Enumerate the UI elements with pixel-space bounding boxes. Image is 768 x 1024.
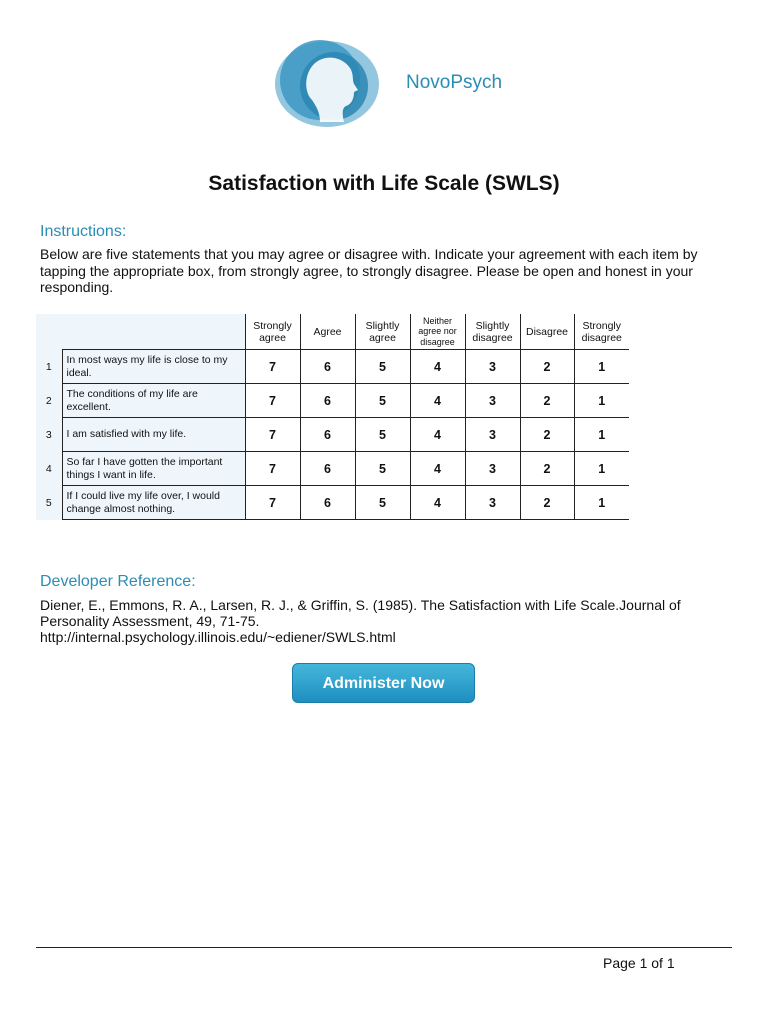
option-neither: Neither agree nor disagree: [410, 314, 465, 350]
item-number: 5: [36, 486, 62, 520]
scale-header-row: [36, 314, 629, 350]
rating-box[interactable]: 3: [465, 486, 520, 520]
rating-box[interactable]: 7: [245, 350, 300, 384]
option-disagree: Disagree: [520, 314, 574, 350]
rating-box[interactable]: 3: [465, 418, 520, 452]
rating-box[interactable]: 7: [245, 452, 300, 486]
rating-box[interactable]: 5: [355, 418, 410, 452]
item-statement: If I could live my life over, I would change almost nothing.: [62, 486, 245, 520]
item-number: 3: [36, 418, 62, 452]
rating-box[interactable]: 4: [410, 486, 465, 520]
option-strongly-disagree: Strongly disagree: [574, 314, 629, 350]
rating-box[interactable]: 4: [410, 384, 465, 418]
rating-box[interactable]: 6: [300, 452, 355, 486]
item-statement: I am satisfied with my life.: [62, 418, 245, 452]
rating-box[interactable]: 1: [574, 418, 629, 452]
table-row: [36, 486, 629, 520]
table-row: [36, 384, 629, 418]
rating-box[interactable]: 6: [300, 486, 355, 520]
rating-box[interactable]: 1: [574, 384, 629, 418]
rating-box[interactable]: 2: [520, 384, 574, 418]
head-profile-circles-logo: [272, 34, 382, 130]
rating-box[interactable]: 7: [245, 384, 300, 418]
rating-box[interactable]: 6: [300, 350, 355, 384]
item-number: 4: [36, 452, 62, 486]
option-strongly-agree: Strongly agree: [245, 314, 300, 350]
rating-box[interactable]: 5: [355, 350, 410, 384]
rating-box[interactable]: 7: [245, 486, 300, 520]
table-row: [36, 350, 629, 384]
option-slightly-agree: Slightly agree: [355, 314, 410, 350]
rating-box[interactable]: 5: [355, 452, 410, 486]
rating-box[interactable]: 2: [520, 350, 574, 384]
rating-box[interactable]: 2: [520, 418, 574, 452]
table-row: [36, 418, 629, 452]
rating-box[interactable]: 6: [300, 384, 355, 418]
rating-box[interactable]: 3: [465, 350, 520, 384]
rating-box[interactable]: 4: [410, 350, 465, 384]
rating-box[interactable]: 1: [574, 350, 629, 384]
developer-reference: [40, 597, 730, 645]
rating-box[interactable]: 1: [574, 452, 629, 486]
item-number: 2: [36, 384, 62, 418]
rating-box[interactable]: 4: [410, 452, 465, 486]
table-row: [36, 452, 629, 486]
citation-text: Diener, E., Emmons, R. A., Larsen, R. J., & Griffin, S. (1985). The Satisfaction with Life Scale.Journal of Personality Assessment, 49, 71-75.: [40, 597, 681, 629]
rating-box[interactable]: 3: [465, 384, 520, 418]
rating-box[interactable]: 4: [410, 418, 465, 452]
rating-box[interactable]: 1: [574, 486, 629, 520]
item-statement: So far I have gotten the important things I want in life.: [62, 452, 245, 486]
option-agree: Agree: [300, 314, 355, 350]
rating-box[interactable]: 3: [465, 452, 520, 486]
item-statement: The conditions of my life are excellent.: [62, 384, 245, 418]
item-statement: In most ways my life is close to my ideal.: [62, 350, 245, 384]
instructions-heading: Instructions:: [40, 223, 127, 240]
rating-box[interactable]: 7: [245, 418, 300, 452]
item-number: 1: [36, 350, 62, 384]
rating-box[interactable]: 2: [520, 486, 574, 520]
option-slightly-disagree: Slightly disagree: [465, 314, 520, 350]
reference-url: http://internal.psychology.illinois.edu/~ediener/SWLS.html: [40, 629, 396, 645]
page-number: Page 1 of 1: [603, 955, 675, 971]
rating-box[interactable]: 6: [300, 418, 355, 452]
administer-now-button[interactable]: Administer Now: [292, 663, 475, 703]
rating-scale-table: [36, 314, 629, 523]
developer-heading: Developer Reference:: [40, 573, 196, 590]
header-blank: [36, 314, 245, 350]
rating-box[interactable]: 2: [520, 452, 574, 486]
footer-divider: [36, 947, 732, 948]
instructions-text: Below are five statements that you may agree or disagree with. Indicate your agreement with each item by tapping the appropriate box, from strongly agree, to strongly disagree. Please be open and honest in your responding.: [40, 246, 698, 295]
rating-box[interactable]: 5: [355, 486, 410, 520]
brand-name: NovoPsych: [406, 72, 503, 93]
rating-box[interactable]: 5: [355, 384, 410, 418]
page-title: Satisfaction with Life Scale (SWLS): [208, 172, 560, 195]
